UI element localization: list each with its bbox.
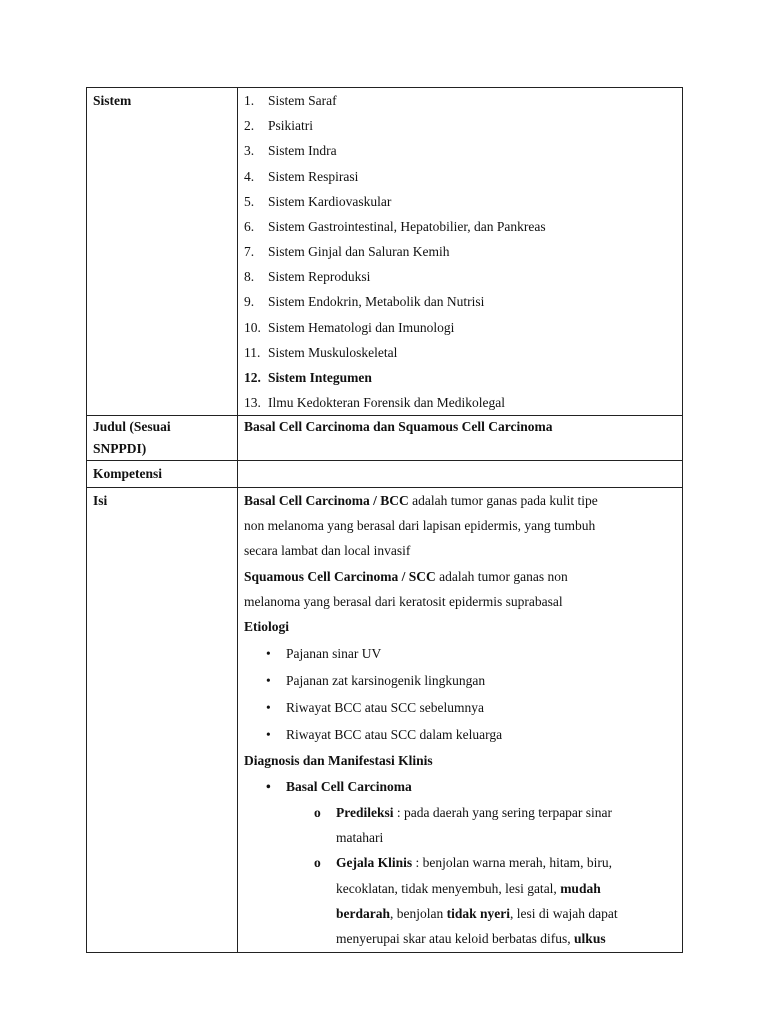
bcc-term: Basal Cell Carcinoma / BCC xyxy=(244,492,409,508)
sistem-item-number: 2. xyxy=(244,118,255,134)
sistem-item-text: Sistem Integumen xyxy=(268,370,372,386)
isi-label: Isi xyxy=(93,492,108,508)
row-judul xyxy=(87,416,683,461)
bcc-definition xyxy=(244,488,676,564)
etiologi-item xyxy=(244,640,676,667)
judul-label-line1: Judul (Sesuai xyxy=(93,419,171,435)
sistem-item-number: 11. xyxy=(244,344,261,360)
gejala-line3c: tidak nyeri xyxy=(446,906,511,921)
sistem-item-text: Ilmu Kedokteran Forensik dan Medikolegal xyxy=(268,395,505,411)
bcc-def-line2: non melanoma yang berasal dari lapisan epidermis, yang tumbuh xyxy=(244,518,596,534)
circle-bullet-icon: o xyxy=(314,804,321,820)
sistem-item-number: 4. xyxy=(244,168,255,184)
sistem-item-text: Sistem Saraf xyxy=(268,92,337,108)
sistem-item-text: Sistem Reproduksi xyxy=(268,269,371,285)
sistem-item xyxy=(244,88,676,113)
isi-content-cell xyxy=(238,487,683,952)
bcc-subheading-row xyxy=(244,773,676,800)
sistem-item-number: 5. xyxy=(244,193,255,209)
bullet-icon: • xyxy=(266,699,271,715)
sistem-item-text: Sistem Indra xyxy=(268,143,337,159)
row-sistem xyxy=(87,88,683,416)
sistem-item-number: 9. xyxy=(244,294,255,310)
etiologi-item-text: Riwayat BCC atau SCC dalam keluarga xyxy=(286,726,503,742)
etiologi-item xyxy=(244,721,676,748)
gejala-line2a: kecoklatan, tidak menyembuh, lesi gatal, xyxy=(336,880,561,896)
kompetensi-label-cell xyxy=(87,461,238,487)
gejala-line3b: , benjolan xyxy=(390,906,447,921)
sistem-item xyxy=(244,214,676,239)
sistem-item-number: 10. xyxy=(244,319,261,335)
predileksi-text xyxy=(336,800,676,851)
sistem-item-number: 13. xyxy=(244,395,261,411)
sistem-item-text: Sistem Endokrin, Metabolik dan Nutrisi xyxy=(268,294,485,310)
gejala-label: Gejala Klinis xyxy=(336,855,413,871)
sistem-item-text: Sistem Muskuloskeletal xyxy=(268,344,398,360)
etiologi-list xyxy=(244,640,676,748)
sistem-label-cell xyxy=(87,88,238,416)
scc-term: Squamous Cell Carcinoma / SCC xyxy=(244,568,436,584)
sistem-item-number: 6. xyxy=(244,218,255,234)
predileksi-label: Predileksi xyxy=(336,804,394,820)
predileksi-item xyxy=(244,800,676,851)
predileksi-line2: matahari xyxy=(336,830,384,846)
gejala-line2b: mudah xyxy=(560,880,601,896)
bcc-subheading: Basal Cell Carcinoma xyxy=(286,778,412,794)
etiologi-item xyxy=(244,667,676,694)
gejala-text xyxy=(336,850,676,951)
gejala-item xyxy=(244,850,676,951)
predileksi-line1: : pada daerah yang sering terpapar sinar xyxy=(393,804,613,820)
etiologi-item-text: Pajanan zat karsinogenik lingkungan xyxy=(286,672,486,688)
judul-label-cell xyxy=(87,416,238,461)
sistem-item-number: 3. xyxy=(244,143,255,159)
bcc-def-line3: secara lambat dan local invasif xyxy=(244,543,411,559)
sistem-item xyxy=(244,189,676,214)
sistem-item xyxy=(244,340,676,365)
scc-definition xyxy=(244,564,676,615)
sistem-item-number: 7. xyxy=(244,244,255,260)
kompetensi-label: Kompetensi xyxy=(93,466,162,482)
sistem-list xyxy=(244,88,676,415)
sistem-item-text: Sistem Gastrointestinal, Hepatobilier, dan Pankreas xyxy=(268,218,546,234)
sistem-list-cell xyxy=(238,88,683,416)
sistem-item-text: Psikiatri xyxy=(268,118,314,134)
judul-label-line2: SNPPDI) xyxy=(93,441,147,457)
isi-label-cell xyxy=(87,487,238,952)
sistem-item xyxy=(244,138,676,163)
sistem-item xyxy=(244,239,676,264)
bcc-def-line1: adalah tumor ganas pada kulit tipe xyxy=(408,492,598,508)
sistem-item-number: 1. xyxy=(244,92,255,108)
gejala-line3d: , lesi di wajah dapat xyxy=(510,906,618,921)
sistem-item-text: Sistem Hematologi dan Imunologi xyxy=(268,319,455,335)
sistem-label: Sistem xyxy=(93,93,132,108)
sistem-item xyxy=(244,290,676,315)
kompetensi-value-cell xyxy=(238,461,683,487)
judul-value-cell xyxy=(238,416,683,461)
circle-bullet-icon: o xyxy=(314,855,321,871)
bullet-icon: • xyxy=(266,645,271,661)
etiologi-item xyxy=(244,694,676,721)
row-isi xyxy=(87,487,683,952)
bullet-icon: • xyxy=(266,672,271,688)
scc-def-line2: melanoma yang berasal dari keratosit epidermis suprabasal xyxy=(244,593,563,609)
bullet-icon: • xyxy=(266,778,271,794)
sistem-item xyxy=(244,264,676,289)
gejala-line4a: menyerupai skar atau keloid berbatas difus, xyxy=(336,931,575,947)
sistem-item-text: Sistem Respirasi xyxy=(268,168,359,184)
diagnosis-heading: Diagnosis dan Manifestasi Klinis xyxy=(244,752,433,768)
scc-def-line1: adalah tumor ganas non xyxy=(435,568,568,584)
sistem-item-text: Sistem Kardiovaskular xyxy=(268,193,392,209)
judul-value: Basal Cell Carcinoma dan Squamous Cell Carcinoma xyxy=(244,419,553,435)
gejala-line1: : benjolan warna merah, hitam, biru, xyxy=(412,855,612,871)
sistem-item xyxy=(244,315,676,340)
sistem-item-number: 12. xyxy=(244,370,261,386)
etiologi-heading: Etiologi xyxy=(244,619,290,635)
row-kompetensi xyxy=(87,461,683,487)
sistem-item xyxy=(244,390,676,415)
sistem-item xyxy=(244,164,676,189)
gejala-line3a: berdarah xyxy=(336,906,390,921)
sistem-item xyxy=(244,113,676,138)
etiologi-item-text: Riwayat BCC atau SCC sebelumnya xyxy=(286,699,484,715)
content-table xyxy=(86,87,683,953)
etiologi-item-text: Pajanan sinar UV xyxy=(286,645,382,661)
sistem-item-selected xyxy=(244,365,676,390)
gejala-line4b: ulkus xyxy=(574,931,606,947)
sistem-item-text: Sistem Ginjal dan Saluran Kemih xyxy=(268,244,450,260)
sistem-item-number: 8. xyxy=(244,269,255,285)
bullet-icon: • xyxy=(266,726,271,742)
